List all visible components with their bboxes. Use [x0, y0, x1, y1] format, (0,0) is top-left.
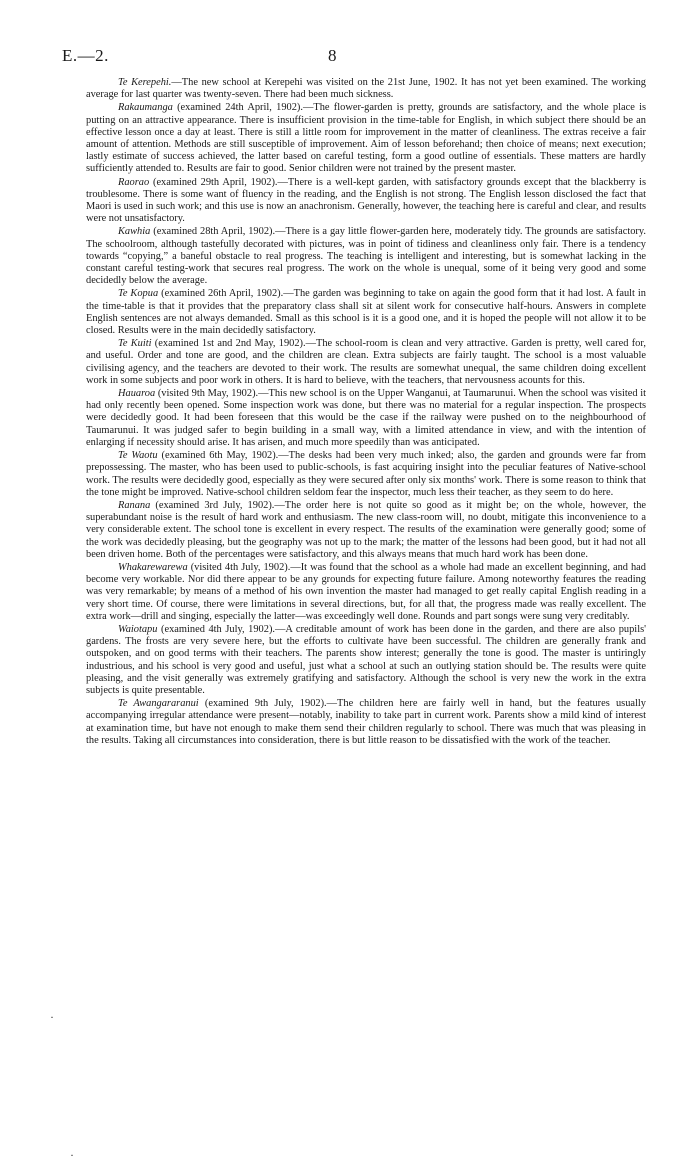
- school-name: Raorao: [118, 176, 150, 188]
- report-reference: E.—2.: [62, 46, 109, 65]
- report-body: [86, 77, 646, 748]
- margin-dot-mark: ·: [70, 1148, 74, 1162]
- paragraph-te-kerepehi: [86, 77, 646, 101]
- page-header: [62, 46, 622, 68]
- paragraph-raorao: [86, 177, 646, 226]
- paragraph-text: (examined 6th May, 1902).—The desks had been very much inked; also, the garden and grounds were far from prepossessing. The master, who has been used to public-schools, is fast acquiring insight into the peculiar features of Native-school work. The results were decidedly good, especially as they were secured after only six months' work. There is some reason to think that the tone might be improved. Native-school children seldom fear the inspector, much less their teacher, as they seem to do here.: [86, 450, 646, 498]
- margin-dot-mark: ·: [50, 1010, 54, 1024]
- school-name: Waiotapu: [118, 623, 158, 635]
- paragraph-text: (examined 28th April, 1902).—There is a gay little flower-garden here, moderately tidy. The grounds are satisfactory. The schoolroom, although tastefully decorated with pictures, was in point of tidiness and cleanliness only fair. There is a tendency towards “copying,” a baneful obstacle to real progress. The teaching is intelligent and interesting, but is somewhat lacking in the constant careful testing-work that secures real progress. The work on the whole is unequal, some of it being very good and some decidedly below the average.: [86, 226, 646, 287]
- school-name: Hauaroa: [118, 388, 156, 400]
- school-name: Te Kopua: [118, 288, 159, 300]
- paragraph-text: (visited 4th July, 1902).—It was found that the school as a whole had made an excellent beginning, and had become very workable. Nor did there appear to be any grounds for expecting future failure. Among noteworthy features the reading was very remarkable; by means of a method of his own invention the master had managed to get really capital English reading in a very short time. Of course, there were limitations in several directions, but, for all that, the progress made was really excellent. The extra work—drill and singing, especially the latter—was exceedingly well done. Rounds and part songs were sung very creditably.: [86, 561, 646, 622]
- school-name: Te Kerepehi.: [118, 77, 172, 88]
- school-name: Ranana: [118, 499, 151, 511]
- paragraph-waiotapu: [86, 624, 646, 697]
- paragraph-text: (examined 26th April, 1902).—The garden was beginning to take on again the good form that it had lost. A fault in the time-table is that it provides that the preparatory class shall sit at silent work for consecutive half-hours. Answers in complete English sentences are not always demanded. Small as this school is it is a good one, and it is hoped the people will not allow it to be closed. Results were in the main decidedly satisfactory.: [86, 288, 646, 337]
- school-name: Whakarewarewa: [118, 561, 188, 573]
- paragraph-te-kuiti: [86, 338, 646, 387]
- paragraph-text: —The new school at Kerepehi was visited on the 21st June, 1902. It has not yet been examined. The working average for last quarter was twenty-seven. There had been much sickness.: [86, 77, 646, 101]
- paragraph-text: (examined 3rd July, 1902).—The order here is not quite so good as it might be; on the whole, however, the superabundant noise is the result of hard work and enthusiasm. The new class-room will, no doubt, mitigate this inconvenience to a very considerable extent. The school tone is excellent in every respect. The results of the examination were generally good; some of the work was decidedly pleasing, but the geography was not up to the mark; the matter of the lessons had been good, but it had not all been driven home. Both of the percentages were satisfactory, and this always means that much hard work has been done.: [86, 499, 646, 560]
- paragraph-text: (examined 1st and 2nd May, 1902).—The school-room is clean and very attractive. Garden is pretty, well cared for, and useful. Order and tone are good, and the children are clean. Extra subjects are fairly taught. The school is a most valuable civilising agency, and the teachers are devoted to their work. The results are somewhat unequal, the same children doing excellent work in some subjects and poor work in others. It is hard to believe, with the teachers, that nervousness acounts for this.: [86, 338, 646, 386]
- paragraph-whakarewarewa: [86, 562, 646, 623]
- paragraph-text: (examined 29th April, 1902).—There is a well-kept garden, with satisfactory grounds except that the blackberry is troublesome. There is some want of fluency in the reading, and the English is not strong. The English lesson disclosed the fact that Maori is used in such work; and this use is now an anachronism. Generally, however, the teaching here is careful and clear, and results were not unsatisfactory.: [86, 176, 646, 225]
- paragraph-te-waotu: [86, 450, 646, 499]
- paragraph-text: (examined 24th April, 1902).—The flower-garden is pretty, grounds are satisfactory, and the whole place is putting on an attractive appearance. There is insufficient provision in the time-table for English, in which subject there should be an effective lesson once a day at least. There is still a little room for improvement in the matter of cleanliness. The extras receive a fair amount of attention. Methods are still susceptible of improvement. Aim of lesson beforehand; then choice of means; next execution; lastly estimate of success achieved, the latter based on careful testing, form a good outline of essentials. These matters are hardly sufficiently attended to. Results are fair to good. Senior children were not trained by the present master.: [86, 102, 646, 175]
- paragraph-hauaroa: [86, 388, 646, 449]
- paragraph-text: (visited 9th May, 1902).—This new school is on the Upper Wanganui, at Taumarunui. When the school was visited it had only recently been opened. Some inspection work was done, but there was no material for a regular inspection. The prospects were decidedly good. It had been foreseen that this would be the case if the railway were pushed on to the neighbourhood of Taumarunui. It was judged safer to begin building in a small way, with a limited attendance in view, and with the intention of enlarging if necessity should arise. It has arisen, and much more speedily than was anticipated.: [86, 388, 646, 448]
- paragraph-te-kopua: [86, 288, 646, 337]
- paragraph-text: (examined 9th July, 1902).—The children here are fairly well in hand, but the features usually accompanying irregular attendance were present—notably, inability to take part in current work. Parents show a mild kind of interest at examination time, but have not enough to make them send their children regularly to school. There was much that was pleasing in the results. Taking all circumstances into consideration, there is but little reason to be dissatisfied with the work of the teacher.: [86, 698, 646, 746]
- page-number: 8: [328, 46, 337, 65]
- school-name: Rakaumanga: [118, 102, 173, 114]
- school-name: Te Kuiti: [118, 338, 152, 350]
- paragraph-te-awangararanui: [86, 698, 646, 747]
- paragraph-ranana: [86, 500, 646, 561]
- school-name: Kawhia: [118, 226, 151, 238]
- school-name: Te Awangararanui: [118, 698, 199, 710]
- paragraph-text: (examined 4th July, 1902).—A creditable amount of work has been done in the garden, and there are also pupils' gardens. The frosts are very severe here, but the efforts to cultivate have been successful. The children are generally frank and outspoken, and on good terms with their teachers. The parents show interest; generally the tone is good. The master is untiringly industrious, and his school is very good and useful, just what a school at such an outlying station should be. The results were quite pleasing, and the visit generally was extremely gratifying and satisfactory. Although the school is very new the work in the extra subjects is quite presentable.: [86, 623, 646, 696]
- paragraph-rakaumanga: [86, 102, 646, 175]
- paragraph-kawhia: [86, 226, 646, 287]
- school-name: Te Waotu: [118, 450, 158, 462]
